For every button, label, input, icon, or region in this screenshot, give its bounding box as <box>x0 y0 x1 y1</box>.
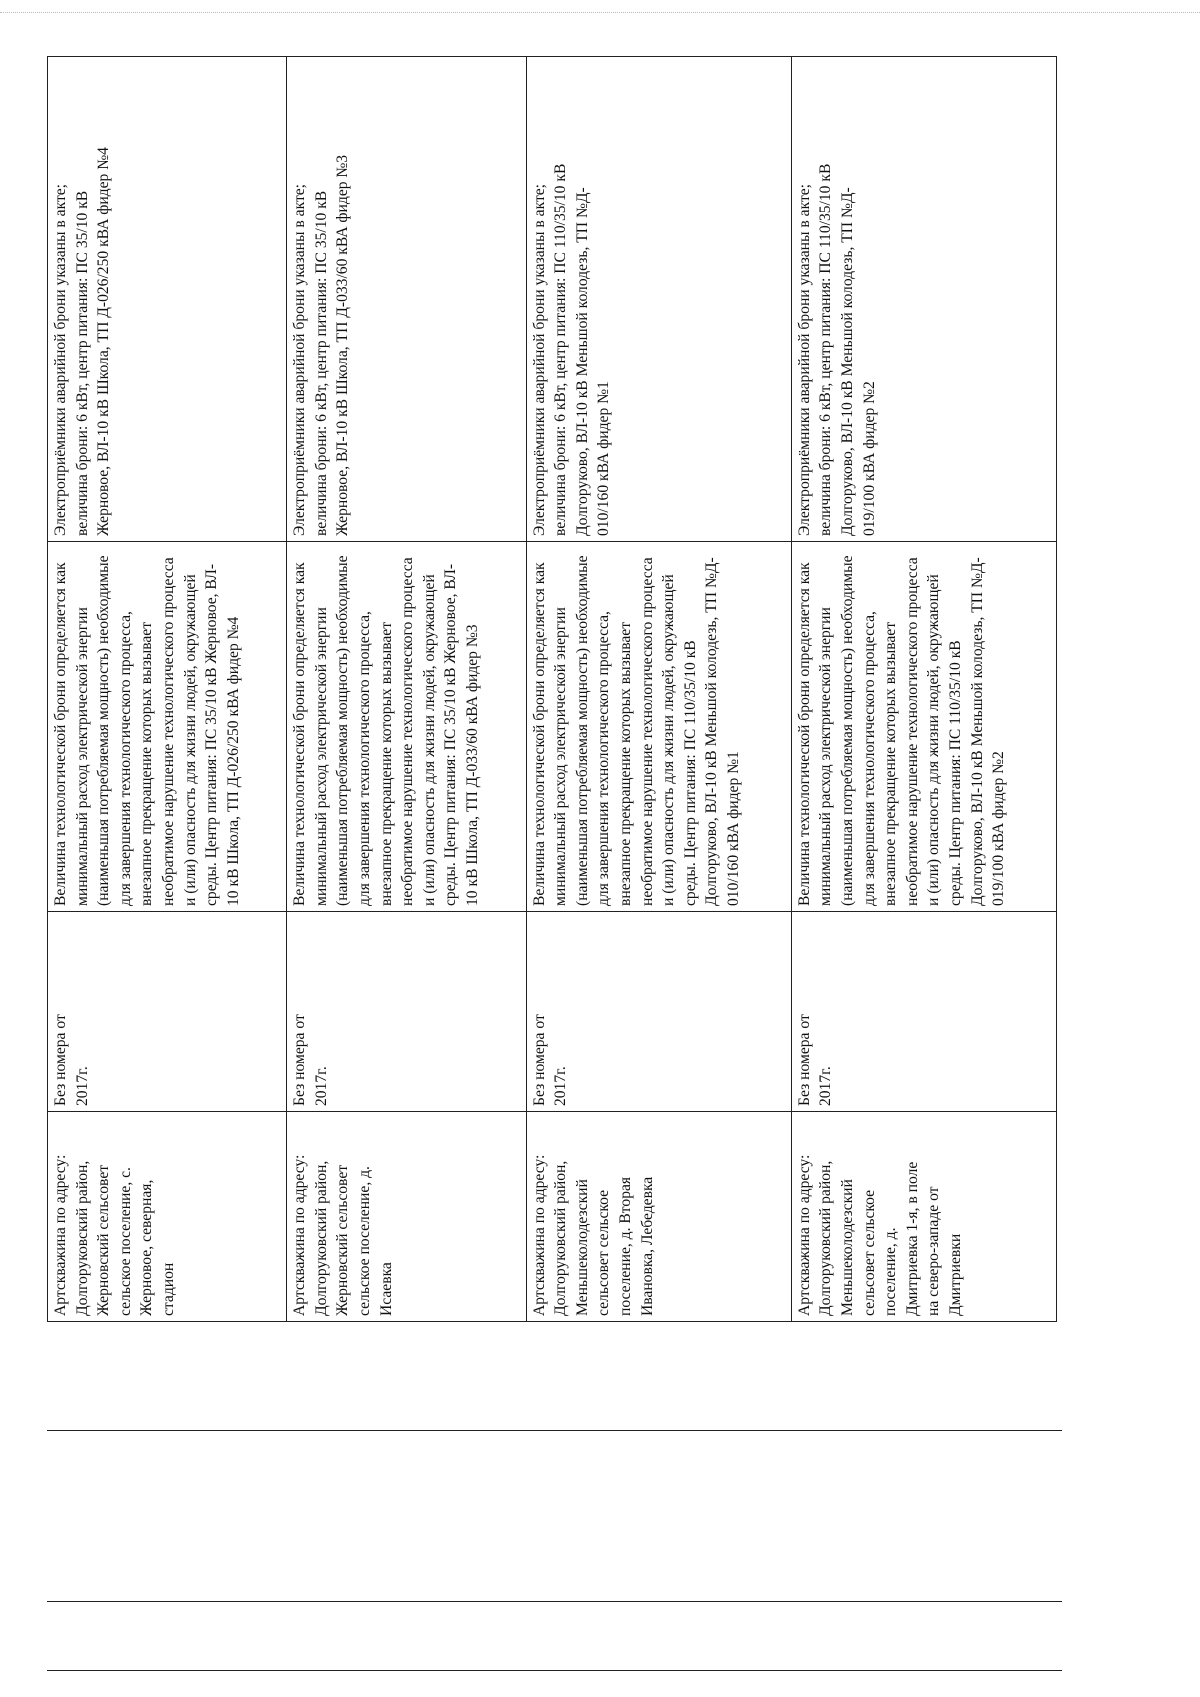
tech-reserve-text: Величина технологической брони определяется как минимальный расход электрической энергии (наименьшая потребляемая мощность) необходимые для завершения технологического процесса, внезапное прекращение которых вызывает необратимое нарушение технологического процесса и (или) опасность для жизни людей, окружающей среды. Центр питания: ПС 35/10 кВ Жерновое, ВЛ- 10 кВ Школа, ТП Д-026/250 кВА фидер №4 <box>52 555 242 906</box>
horizontal-rule <box>47 1430 1062 1431</box>
table-row <box>791 57 1056 1322</box>
emergency-reserve-text: Электроприёмники аварийной брони указаны в акте; величина брони: 6 кВт, центр питания: ПС 35/10 кВ Жерновое, ВЛ-10 кВ Школа, ТП Д-033/60 кВА фидер №3 <box>291 154 352 536</box>
act-text: Без номера от 2017г. <box>530 1014 570 1106</box>
emergency-reserve-text: Электроприёмники аварийной брони указаны в акте; величина брони: 6 кВт, центр питания: ПС 110/35/10 кВ Долгоруково, ВЛ-10 кВ Меньшой колодезь, ТП №Д- 010/160 кВА фидер №1 <box>530 163 613 536</box>
object-cell <box>526 1112 791 1322</box>
tech-reserve-cell <box>48 542 287 912</box>
act-cell <box>48 912 287 1112</box>
object-text: Артскважина по адресу: Долгоруковский район, Жерновский сельсовет сельское поселение, с. Жерновое, северная, стадион <box>52 1154 177 1316</box>
emergency-reserve-text: Электроприёмники аварийной брони указаны в акте; величина брони: 6 кВт, центр питания: ПС 110/35/10 кВ Долгоруково, ВЛ-10 кВ Меньшой колодезь, ТП №Д- 019/100 кВА фидер №2 <box>795 163 878 536</box>
object-cell <box>791 1112 1056 1322</box>
emergency-reserve-cell <box>48 57 287 542</box>
tech-reserve-cell <box>526 542 791 912</box>
scan-edge <box>0 12 1200 13</box>
table-row <box>526 57 791 1322</box>
tech-reserve-text: Величина технологической брони определяется как минимальный расход электрической энергии (наименьшая потребляемая мощность) необходимые для завершения технологического процесса, внезапное прекращение которых вызывает необратимое нарушение технологического процесса и (или) опасность для жизни людей, окружающей среды. Центр питания: ПС 35/10 кВ Жерновое, ВЛ- 10 кВ Школа, ТП Д-033/60 кВА фидер №3 <box>291 555 482 906</box>
tech-reserve-cell <box>287 542 526 912</box>
table-row <box>48 57 287 1322</box>
horizontal-rule <box>47 1670 1062 1671</box>
emergency-reserve-text: Электроприёмники аварийной брони указаны в акте; величина брони: 6 кВт, центр питания: ПС 35/10 кВ Жерновое, ВЛ-10 кВ Школа, ТП Д-026/250 кВА фидер №4 <box>52 147 113 536</box>
table-row <box>287 57 526 1322</box>
emergency-reserve-cell <box>791 57 1056 542</box>
tech-reserve-cell <box>791 542 1056 912</box>
act-text: Без номера от 2017г. <box>52 1014 91 1106</box>
tech-reserve-text: Величина технологической брони определяется как минимальный расход электрической энергии (наименьшая потребляемая мощность) необходимые для завершения технологического процесса, внезапное прекращение которых вызывает необратимое нарушение технологического процесса и (или) опасность для жизни людей, окружающей среды. Центр питания: ПС 110/35/10 кВ Долгоруково, ВЛ-10 кВ Меньшой колодезь, ТП №Д- 010/160 кВА фидер №1 <box>530 555 742 906</box>
object-cell <box>287 1112 526 1322</box>
act-text: Без номера от 2017г. <box>291 1014 330 1106</box>
act-cell <box>287 912 526 1112</box>
object-text: Артскважина по адресу: Долгоруковский район, Меньшеколодезский сельсовет сельское поселение, д. Дмитриевка 1-я, в поле на северо-западе от Дмитриевки <box>795 1154 964 1316</box>
act-cell <box>791 912 1056 1112</box>
object-text: Артскважина по адресу: Долгоруковский район, Меньшеколодезский сельсовет сельское поселение, д. Вторая Ивановка, Лебедевка <box>530 1154 656 1316</box>
emergency-reserve-cell <box>526 57 791 542</box>
horizontal-rule <box>47 1601 1062 1602</box>
emergency-reserve-cell <box>287 57 526 542</box>
act-cell <box>526 912 791 1112</box>
object-cell <box>48 1112 287 1322</box>
rotated-table-wrapper <box>47 57 1057 1322</box>
object-text: Артскважина по адресу: Долгоруковский район, Жерновский сельсовет сельское поселение, д. Исаевка <box>291 1154 395 1316</box>
power-reserve-table <box>47 56 1057 1322</box>
act-text: Без номера от 2017г. <box>795 1014 835 1106</box>
tech-reserve-text: Величина технологической брони определяется как минимальный расход электрической энергии (наименьшая потребляемая мощность) необходимые для завершения технологического процесса, внезапное прекращение которых вызывает необратимое нарушение технологического процесса и (или) опасность для жизни людей, окружающей среды. Центр питания: ПС 110/35/10 кВ Долгоруково, ВЛ-10 кВ Меньшой колодезь, ТП №Д- 019/100 кВА фидер №2 <box>795 555 1008 906</box>
